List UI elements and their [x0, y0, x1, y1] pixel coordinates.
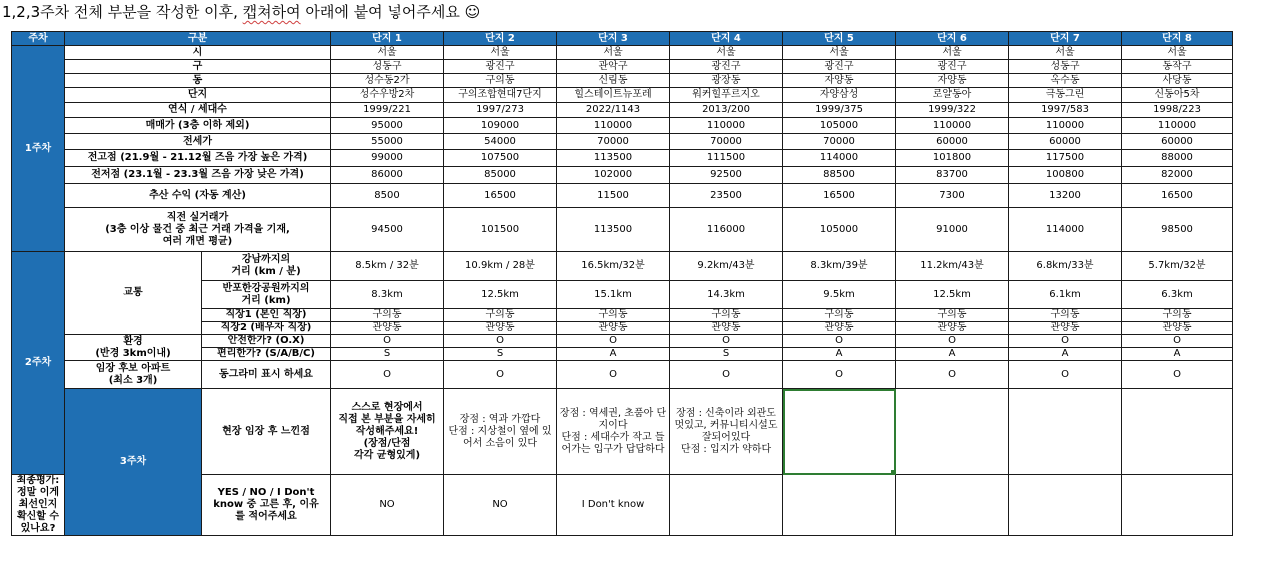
value-cell[interactable]: 54000 [444, 134, 557, 150]
value-cell[interactable]: 70000 [557, 134, 670, 150]
value-cell[interactable]: O [331, 335, 444, 348]
value-cell[interactable]: 8.5km / 32분 [331, 252, 444, 281]
table-row [12, 208, 1233, 252]
value-cell[interactable]: 자양삼성 [783, 88, 896, 103]
week-label-3[interactable]: 3주차 [65, 389, 202, 536]
instruction-prefix: 1,2,3주차 전체 부분을 작성한 이후, [2, 3, 243, 21]
value-cell[interactable]: 6.8km/33분 [1009, 252, 1122, 281]
table-row [12, 46, 1233, 60]
value-cell[interactable]: 관양동 [783, 322, 896, 335]
value-cell[interactable]: 구의동 [1009, 309, 1122, 322]
value-cell[interactable]: 자양동 [896, 74, 1009, 88]
row-label-year[interactable]: 연식 / 세대수 [65, 103, 331, 118]
value-cell[interactable]: 1997/273 [444, 103, 557, 118]
value-cell[interactable]: 8.3km/39분 [783, 252, 896, 281]
value-cell[interactable]: S [444, 348, 557, 361]
table-row [12, 60, 1233, 74]
value-cell[interactable]: O [557, 361, 670, 389]
value-cell[interactable]: 극동그린 [1009, 88, 1122, 103]
value-cell[interactable]: 13200 [1009, 184, 1122, 208]
cell-line: 확신할 수 있나요? [16, 511, 60, 534]
table-row [12, 32, 1233, 46]
value-cell[interactable]: 관양동 [557, 322, 670, 335]
value-cell[interactable]: 신동아5차 [1122, 88, 1233, 103]
value-cell[interactable]: 관양동 [670, 322, 783, 335]
value-cell[interactable]: O [444, 335, 557, 348]
header-complex[interactable]: 단지 1 [331, 32, 444, 46]
cell-line: 거리 (km) [241, 294, 291, 306]
value-cell[interactable]: 서울 [783, 46, 896, 60]
value-cell[interactable]: 서울 [1009, 46, 1122, 60]
value-cell[interactable]: 관양동 [896, 322, 1009, 335]
row-label-low[interactable]: 전저점 (23.1월 - 23.3월 즈음 가장 낮은 가격) [65, 167, 331, 184]
value-cell[interactable]: 55000 [331, 134, 444, 150]
value-cell[interactable]: 16500 [444, 184, 557, 208]
value-cell[interactable]: 110000 [1122, 118, 1233, 134]
value-cell[interactable]: 성동구 [1009, 60, 1122, 74]
header-week[interactable]: 주차 [12, 32, 65, 46]
header-complex[interactable]: 단지 3 [557, 32, 670, 46]
cell-line: 최종평가: [16, 475, 60, 486]
value-cell[interactable]: 60000 [896, 134, 1009, 150]
value-cell[interactable]: 102000 [557, 167, 670, 184]
instruction-text [2, 0, 480, 24]
value-cell[interactable]: 98500 [1122, 208, 1233, 252]
value-cell[interactable]: 1999/322 [896, 103, 1009, 118]
table-row [12, 184, 1233, 208]
impression-note-cell[interactable] [896, 389, 1009, 475]
final-answer-cell[interactable]: NO [331, 475, 444, 536]
value-cell[interactable]: 111500 [670, 150, 783, 167]
value-cell[interactable]: 82000 [1122, 167, 1233, 184]
table-row [12, 118, 1233, 134]
value-cell[interactable]: 88000 [1122, 150, 1233, 167]
value-cell[interactable]: O [1009, 335, 1122, 348]
value-cell[interactable]: 95000 [331, 118, 444, 134]
final-answer-cell[interactable] [1009, 475, 1122, 536]
cell-line: 직접 본 부분을 자세히 [338, 413, 436, 425]
value-cell[interactable]: 101800 [896, 150, 1009, 167]
value-cell[interactable]: 구의동 [557, 309, 670, 322]
cell-line: 임장 후보 아파트 [95, 362, 171, 374]
value-cell[interactable]: 관양동 [331, 322, 444, 335]
value-cell[interactable]: 1997/583 [1009, 103, 1122, 118]
value-cell[interactable]: 113500 [557, 150, 670, 167]
table-row [12, 335, 1233, 348]
value-cell[interactable]: 2022/1143 [557, 103, 670, 118]
value-cell[interactable]: 성수동2가 [331, 74, 444, 88]
row-label-danji[interactable]: 단지 [65, 88, 331, 103]
value-cell[interactable]: O [670, 361, 783, 389]
value-cell[interactable]: 6.3km [1122, 281, 1233, 309]
value-cell[interactable]: 101500 [444, 208, 557, 252]
value-cell[interactable]: 86000 [331, 167, 444, 184]
value-cell[interactable]: O [783, 361, 896, 389]
value-cell[interactable]: 구의동 [444, 309, 557, 322]
value-cell[interactable]: O [896, 335, 1009, 348]
row-label-banpo[interactable] [202, 281, 331, 309]
instruction-underlined: 캡쳐하여 [242, 3, 301, 21]
value-cell[interactable]: O [670, 335, 783, 348]
final-answer-cell[interactable] [1122, 475, 1233, 536]
table-row [12, 361, 1233, 389]
cell-line: (3층 이상 물건 중 최근 거래 가격을 기재, [105, 223, 290, 235]
row-label-impression[interactable] [331, 389, 444, 475]
apartment-comparison-table [11, 31, 1233, 536]
cell-line: know 중 고른 후, 이유 [213, 499, 319, 510]
row-label-job2[interactable]: 직장2 (배우자 직장) [202, 322, 331, 335]
group-candidate[interactable] [65, 361, 202, 389]
value-cell[interactable]: 워커힐푸르지오 [670, 88, 783, 103]
value-cell[interactable]: 117500 [1009, 150, 1122, 167]
row-label-safe[interactable]: 안전한가? (O.X) [202, 335, 331, 348]
header-complex[interactable]: 단지 8 [1122, 32, 1233, 46]
cell-line: 여러 개면 평균) [162, 235, 233, 247]
value-cell[interactable]: 109000 [444, 118, 557, 134]
week-label-2[interactable]: 2주차 [12, 252, 65, 475]
value-cell[interactable]: 11.2km/43분 [896, 252, 1009, 281]
row-label-convenient[interactable]: 편리한가? (S/A/B/C) [202, 348, 331, 361]
value-cell[interactable]: 105000 [783, 208, 896, 252]
value-cell[interactable]: 관양동 [444, 322, 557, 335]
row-label-candidate[interactable]: 동그라미 표시 하세요 [202, 361, 331, 389]
value-cell[interactable]: O [557, 335, 670, 348]
row-label-final[interactable] [202, 475, 331, 536]
value-cell[interactable]: 1999/375 [783, 103, 896, 118]
value-cell[interactable]: 광장동 [670, 74, 783, 88]
value-cell[interactable]: 85000 [444, 167, 557, 184]
value-cell[interactable]: S [331, 348, 444, 361]
header-complex[interactable]: 단지 5 [783, 32, 896, 46]
cell-line: 거리 (km / 분) [231, 266, 301, 277]
impression-note-cell[interactable] [783, 389, 896, 475]
value-cell[interactable]: 9.5km [783, 281, 896, 309]
value-cell[interactable]: 서울 [896, 46, 1009, 60]
impression-note-cell[interactable] [1009, 389, 1122, 475]
final-answer-cell[interactable]: I Don't know [557, 475, 670, 536]
value-cell[interactable]: 1998/223 [1122, 103, 1233, 118]
group-final[interactable] [12, 475, 65, 536]
value-cell[interactable]: O [331, 361, 444, 389]
value-cell[interactable]: 116000 [670, 208, 783, 252]
final-answer-cell[interactable] [670, 475, 783, 536]
impression-note-cell[interactable]: 장점 : 역세권, 초품아 단지이다 단점 : 세대수가 작고 들어가는 입구가 답답하다 [557, 389, 670, 475]
impression-note-cell[interactable] [1122, 389, 1233, 475]
value-cell[interactable]: 성동구 [331, 60, 444, 74]
value-cell[interactable]: 구의동 [670, 309, 783, 322]
group-impression[interactable]: 현장 임장 후 느낀점 [202, 389, 331, 475]
cell-line: 각각 균형있게) [354, 449, 421, 461]
row-label-si[interactable]: 시 [65, 46, 331, 60]
header-complex[interactable]: 단지 2 [444, 32, 557, 46]
value-cell[interactable]: 서울 [331, 46, 444, 60]
value-cell[interactable]: O [1009, 361, 1122, 389]
value-cell[interactable]: 7300 [896, 184, 1009, 208]
value-cell[interactable]: 사당동 [1122, 74, 1233, 88]
value-cell[interactable]: 서울 [444, 46, 557, 60]
value-cell[interactable]: 60000 [1009, 134, 1122, 150]
cell-line: 정말 이게 최선인지 [16, 487, 60, 510]
cell-line: (최소 3개) [108, 374, 158, 386]
value-cell[interactable]: 9.2km/43분 [670, 252, 783, 281]
value-cell[interactable]: 구의동 [1122, 309, 1233, 322]
value-cell[interactable]: O [783, 335, 896, 348]
row-label-jeonse[interactable]: 전세가 [65, 134, 331, 150]
week-label-1[interactable]: 1주차 [12, 46, 65, 252]
value-cell[interactable]: 83700 [896, 167, 1009, 184]
value-cell[interactable]: 성수우방2차 [331, 88, 444, 103]
value-cell[interactable]: 14.3km [670, 281, 783, 309]
value-cell[interactable]: 광진구 [896, 60, 1009, 74]
value-cell[interactable]: 70000 [670, 134, 783, 150]
value-cell[interactable]: 114000 [783, 150, 896, 167]
group-traffic[interactable]: 교통 [65, 252, 202, 335]
value-cell[interactable]: 구의동 [783, 309, 896, 322]
value-cell[interactable]: 12.5km [896, 281, 1009, 309]
value-cell[interactable]: 서울 [557, 46, 670, 60]
value-cell[interactable]: A [896, 348, 1009, 361]
value-cell[interactable]: O [1122, 361, 1233, 389]
value-cell[interactable]: 힐스테이트뉴포레 [557, 88, 670, 103]
value-cell[interactable]: A [1122, 348, 1233, 361]
value-cell[interactable]: 88500 [783, 167, 896, 184]
table-row [12, 103, 1233, 118]
value-cell[interactable]: A [783, 348, 896, 361]
value-cell[interactable]: 100800 [1009, 167, 1122, 184]
value-cell[interactable]: S [670, 348, 783, 361]
value-cell[interactable]: 16500 [783, 184, 896, 208]
value-cell[interactable]: 92500 [670, 167, 783, 184]
table-row [12, 252, 1233, 281]
value-cell[interactable]: 114000 [1009, 208, 1122, 252]
row-label-job1[interactable]: 직장1 (본인 직장) [202, 309, 331, 322]
cell-line: 직전 실거래가 [166, 211, 229, 223]
value-cell[interactable]: A [1009, 348, 1122, 361]
header-complex[interactable]: 단지 7 [1009, 32, 1122, 46]
value-cell[interactable]: O [896, 361, 1009, 389]
value-cell[interactable]: 신림동 [557, 74, 670, 88]
cell-line: 를 적어주세요 [235, 511, 297, 522]
value-cell[interactable]: 광진구 [444, 60, 557, 74]
header-category[interactable]: 구분 [65, 32, 331, 46]
value-cell[interactable]: 구의동 [896, 309, 1009, 322]
impression-note-cell[interactable]: 장점 : 신축이라 외관도 멋있고, 커뮤니티시설도 잘되어있다 단점 : 입지가 약하다 [670, 389, 783, 475]
header-complex[interactable]: 단지 6 [896, 32, 1009, 46]
cell-line: 작성해주세요! [355, 425, 419, 437]
value-cell[interactable]: 11500 [557, 184, 670, 208]
value-cell[interactable]: 구의동 [331, 309, 444, 322]
value-cell[interactable]: 6.1km [1009, 281, 1122, 309]
row-label-gu[interactable]: 구 [65, 60, 331, 74]
table-row [12, 134, 1233, 150]
cell-line: 강남까지의 [241, 254, 291, 265]
table-row [12, 150, 1233, 167]
row-label-dong[interactable]: 동 [65, 74, 331, 88]
value-cell[interactable]: 23500 [670, 184, 783, 208]
value-cell[interactable]: 1999/221 [331, 103, 444, 118]
cell-line: 스스로 현장에서 [351, 401, 423, 413]
value-cell[interactable]: 91000 [896, 208, 1009, 252]
cell-line: YES / NO / I Don't [217, 487, 315, 498]
value-cell[interactable]: 16500 [1122, 184, 1233, 208]
header-complex[interactable]: 단지 4 [670, 32, 783, 46]
value-cell[interactable]: 관양동 [1122, 322, 1233, 335]
value-cell[interactable]: O [444, 361, 557, 389]
row-label-gangnam[interactable] [202, 252, 331, 281]
group-environment[interactable] [65, 335, 202, 361]
value-cell[interactable]: 구의동 [444, 74, 557, 88]
value-cell[interactable]: 8500 [331, 184, 444, 208]
row-label-sale[interactable]: 매매가 (3층 이하 제외) [65, 118, 331, 134]
value-cell[interactable]: 15.1km [557, 281, 670, 309]
value-cell[interactable]: A [557, 348, 670, 361]
final-answer-cell[interactable]: NO [444, 475, 557, 536]
final-answer-cell[interactable] [896, 475, 1009, 536]
table-row [12, 88, 1233, 103]
cell-line: 환경 [123, 335, 143, 347]
value-cell[interactable]: 70000 [783, 134, 896, 150]
value-cell[interactable]: 12.5km [444, 281, 557, 309]
cell-line: 반포한강공원까지의 [222, 282, 310, 294]
value-cell[interactable]: 10.9km / 28분 [444, 252, 557, 281]
impression-note-cell[interactable]: 장점 : 역과 가깝다 단점 : 지상철이 옆에 있어서 소음이 있다 [444, 389, 557, 475]
value-cell[interactable]: 옥수동 [1009, 74, 1122, 88]
value-cell[interactable]: 110000 [896, 118, 1009, 134]
value-cell[interactable]: 광진구 [670, 60, 783, 74]
value-cell[interactable]: 99000 [331, 150, 444, 167]
row-label-peak[interactable]: 전고점 (21.9월 - 21.12월 즈음 가장 높은 가격) [65, 150, 331, 167]
value-cell[interactable]: 94500 [331, 208, 444, 252]
value-cell[interactable]: 110000 [1009, 118, 1122, 134]
value-cell[interactable]: 16.5km/32분 [557, 252, 670, 281]
value-cell[interactable]: 자양동 [783, 74, 896, 88]
value-cell[interactable]: 113500 [557, 208, 670, 252]
instruction-suffix: 아래에 붙여 넣어주세요 ☺ [300, 3, 481, 21]
value-cell[interactable]: 관악구 [557, 60, 670, 74]
table-row [12, 74, 1233, 88]
value-cell[interactable]: 구의조합현대7단지 [444, 88, 557, 103]
value-cell[interactable]: 107500 [444, 150, 557, 167]
value-cell[interactable]: 로얄동아 [896, 88, 1009, 103]
value-cell[interactable]: 2013/200 [670, 103, 783, 118]
row-label-profit[interactable]: 추산 수익 (자동 계산) [65, 184, 331, 208]
value-cell[interactable]: 110000 [670, 118, 783, 134]
value-cell[interactable]: 서울 [670, 46, 783, 60]
value-cell[interactable]: 60000 [1122, 134, 1233, 150]
value-cell[interactable]: 관양동 [1009, 322, 1122, 335]
table-row [12, 389, 1233, 475]
value-cell[interactable]: 서울 [1122, 46, 1233, 60]
table-row [12, 167, 1233, 184]
final-answer-cell[interactable] [783, 475, 896, 536]
cell-line: (장점/단점 [363, 437, 411, 449]
fill-handle[interactable] [891, 470, 896, 475]
cell-line: (반경 3km이내) [95, 347, 171, 359]
value-cell[interactable]: 110000 [557, 118, 670, 134]
value-cell[interactable]: 동작구 [1122, 60, 1233, 74]
value-cell[interactable]: O [1122, 335, 1233, 348]
value-cell[interactable]: 105000 [783, 118, 896, 134]
row-label-recent[interactable] [65, 208, 331, 252]
value-cell[interactable]: 8.3km [331, 281, 444, 309]
value-cell[interactable]: 광진구 [783, 60, 896, 74]
value-cell[interactable]: 5.7km/32분 [1122, 252, 1233, 281]
